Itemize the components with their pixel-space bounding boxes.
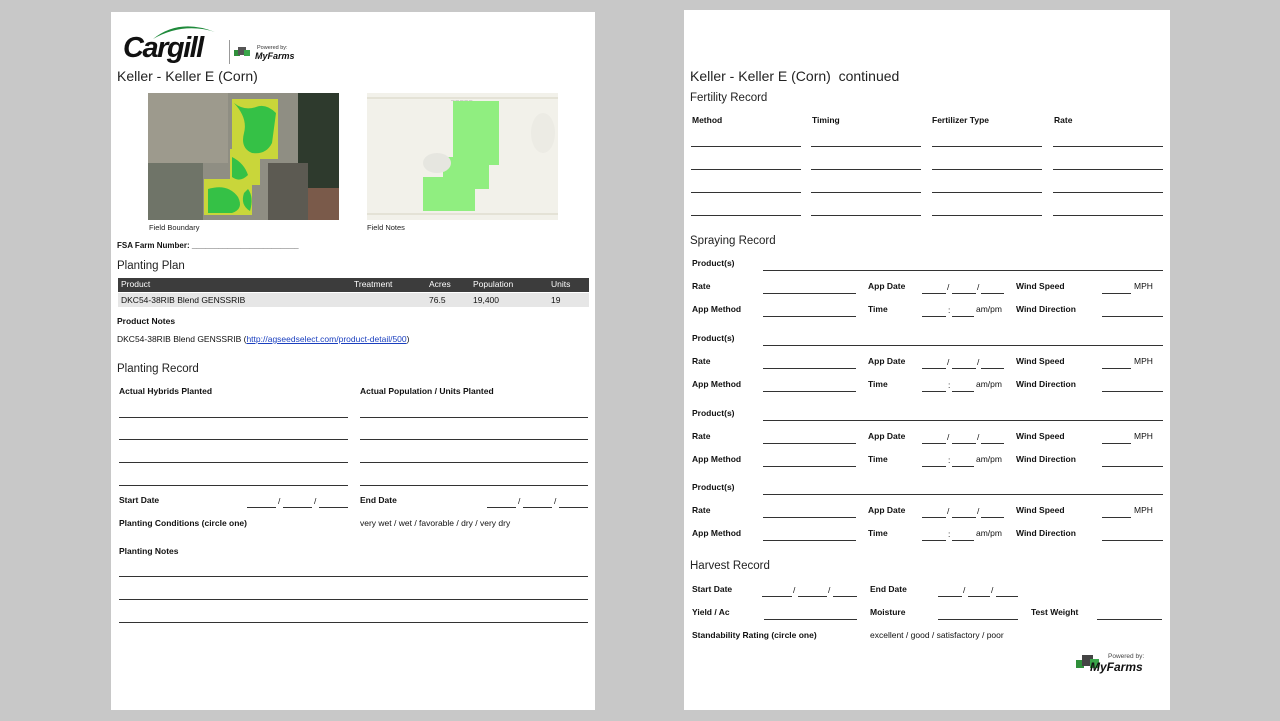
spray-3-rate-field[interactable] [763, 443, 856, 444]
hybrids-line-3[interactable] [119, 462, 348, 463]
product-detail-link[interactable]: http://agseedselect.com/product-detail/500 [246, 334, 407, 344]
spray-4-rate-field[interactable] [763, 517, 856, 518]
product-notes-heading: Product Notes [117, 316, 176, 326]
page-2-title: Keller - Keller E (Corn) continued [690, 68, 900, 84]
spray-2-time-hour[interactable] [922, 391, 946, 392]
spray-2-products-label: Product(s) [692, 333, 735, 343]
spray-1-wind-direction-field[interactable] [1102, 316, 1163, 317]
spray-4-app-method-label: App Method [692, 528, 742, 538]
page-2: Keller - Keller E (Corn) continued Fertility Record Method Timing Fertilizer Type Rate Spraying Record Product(s) Rate App Date / / Wind Speed MPH App Method Time : am/pm Wind Direction Product(s) Rate App Date / / Wind Speed MPH App Method Time : am/pm Wind Direction Product(s) Rate App Date / / Wind Speed MPH App Method Time : am/pm Wind Direction Product(s) Rate App Date / / Wind Speed MPH App Method Time : am/pm Wind Direction Harvest Record Start Date / / End Date / / Yield / Ac Moisture Test Weight Standability Rating (circle one) excellent / good / satisfactory / poor Powered by: MyFarms [684, 10, 1170, 710]
map1-caption: Field Boundary [149, 223, 200, 232]
hybrids-line-4[interactable] [119, 485, 348, 486]
spray-4-products-label: Product(s) [692, 482, 735, 492]
separator: / [977, 432, 980, 442]
table-row [118, 293, 589, 307]
spray-1-ampm-label: am/pm [976, 304, 1002, 314]
spray-3-app-date-day[interactable] [952, 443, 976, 444]
spray-1-wind-speed-field[interactable] [1102, 293, 1131, 294]
fertility-line-r3-c1[interactable] [691, 192, 801, 193]
fertility-col-method: Method [692, 115, 723, 125]
separator: : [948, 529, 951, 539]
spray-2-app-date-year[interactable] [981, 368, 1004, 369]
test-weight-label: Test Weight [1031, 607, 1079, 617]
population-line-1[interactable] [360, 417, 588, 418]
separator: : [948, 380, 951, 390]
population-planted-label: Actual Population / Units Planted [360, 386, 494, 396]
spray-4-ampm-label: am/pm [976, 528, 1002, 538]
map2-caption: Field Notes [367, 223, 405, 232]
standability-label: Standability Rating (circle one) [692, 630, 817, 640]
spray-1-products-field[interactable] [763, 270, 1163, 271]
planting-conditions-label: Planting Conditions (circle one) [119, 518, 247, 528]
spray-3-mph-label: MPH [1134, 431, 1153, 441]
separator: / [977, 357, 980, 367]
plan-header-population: Population [473, 279, 514, 289]
spray-2-app-date-day[interactable] [952, 368, 976, 369]
population-line-2[interactable] [360, 439, 588, 440]
spray-3-app-date-year[interactable] [981, 443, 1004, 444]
planting-notes-line-3[interactable] [119, 622, 588, 623]
spray-1-wind-direction-label: Wind Direction [1016, 304, 1076, 314]
separator: / [977, 282, 980, 292]
planting-conditions-options[interactable]: very wet / wet / favorable / dry / very dry [360, 518, 511, 528]
test-weight-field[interactable] [1097, 619, 1162, 620]
harvest-record-heading: Harvest Record [690, 560, 770, 572]
spray-2-rate-field[interactable] [763, 368, 856, 369]
spray-1-time-label: Time [868, 304, 888, 314]
fertility-line-r1-c1[interactable] [691, 146, 801, 147]
fertility-line-r4-c1[interactable] [691, 215, 801, 216]
spraying-record-heading: Spraying Record [690, 235, 776, 247]
spray-3-products-field[interactable] [763, 420, 1163, 421]
spray-1-app-method-label: App Method [692, 304, 742, 314]
spray-4-app-date-label: App Date [868, 505, 906, 515]
spray-2-wind-speed-label: Wind Speed [1016, 356, 1065, 366]
spray-2-ampm-label: am/pm [976, 379, 1002, 389]
harvest-start-year[interactable] [833, 596, 857, 597]
fertility-line-r2-c1[interactable] [691, 169, 801, 170]
harvest-start-month[interactable] [762, 596, 792, 597]
end-date-day[interactable] [523, 507, 552, 508]
fertility-record-heading: Fertility Record [690, 92, 768, 104]
separator: : [948, 455, 951, 465]
start-date-month[interactable] [247, 507, 276, 508]
field-boundary-map[interactable] [148, 93, 339, 220]
yield-label: Yield / Ac [692, 607, 730, 617]
start-date-day[interactable] [283, 507, 312, 508]
fertility-col-rate: Rate [1054, 115, 1073, 125]
spray-3-app-method-field[interactable] [763, 466, 856, 467]
spray-3-ampm-label: am/pm [976, 454, 1002, 464]
planting-notes-line-1[interactable] [119, 576, 588, 577]
powered-by-text: Powered by: [257, 45, 288, 51]
start-date-year[interactable] [319, 507, 348, 508]
spray-4-wind-speed-label: Wind Speed [1016, 505, 1065, 515]
spray-2-wind-direction-field[interactable] [1102, 391, 1163, 392]
page-title: Keller - Keller E (Corn) [117, 68, 258, 84]
fertility-line-r2-c3[interactable] [932, 169, 1042, 170]
moisture-field[interactable] [938, 619, 1018, 620]
svg-text:— — — — —: — — — — — [451, 98, 473, 102]
harvest-end-date-label: End Date [870, 584, 907, 594]
fertility-line-r2-c2[interactable] [811, 169, 921, 170]
spray-2-app-method-field[interactable] [763, 391, 856, 392]
spray-4-time-label: Time [868, 528, 888, 538]
spray-2-time-minute[interactable] [952, 391, 974, 392]
spray-2-app-method-label: App Method [692, 379, 742, 389]
harvest-end-day[interactable] [968, 596, 990, 597]
end-date-label: End Date [360, 495, 397, 505]
fertility-line-r1-c4[interactable] [1053, 146, 1163, 147]
plan-cell-product: DKC54-38RIB Blend GENSSRIB [121, 295, 246, 305]
separator: / [977, 506, 980, 516]
spray-4-time-hour[interactable] [922, 540, 946, 541]
spray-4-app-date-month[interactable] [922, 517, 946, 518]
spray-1-rate-field[interactable] [763, 293, 856, 294]
myfarms-logo-icon [233, 44, 253, 58]
plan-header-acres: Acres [429, 279, 451, 289]
fertility-col-fertilizer-type: Fertilizer Type [932, 115, 989, 125]
plan-header-units: Units [551, 279, 571, 289]
spray-1-app-method-field[interactable] [763, 316, 856, 317]
spray-4-app-date-year[interactable] [981, 517, 1004, 518]
separator: / [947, 506, 950, 516]
spray-1-rate-label: Rate [692, 281, 711, 291]
spray-4-products-field[interactable] [763, 494, 1163, 495]
fertility-line-r4-c2[interactable] [811, 215, 921, 216]
planting-plan-heading: Planting Plan [117, 260, 185, 272]
footer-powered-by: Powered by: [1108, 653, 1145, 660]
spray-1-app-date-day[interactable] [952, 293, 976, 294]
spray-3-wind-speed-label: Wind Speed [1016, 431, 1065, 441]
spray-3-app-method-label: App Method [692, 454, 742, 464]
spray-4-app-method-field[interactable] [763, 540, 856, 541]
spray-2-time-label: Time [868, 379, 888, 389]
planting-record-heading: Planting Record [117, 363, 199, 375]
separator: : [948, 305, 951, 315]
fertility-line-r4-c3[interactable] [932, 215, 1042, 216]
separator: / [947, 282, 950, 292]
plan-cell-population: 19,400 [473, 295, 499, 305]
spray-4-wind-direction-label: Wind Direction [1016, 528, 1076, 538]
hybrids-planted-label: Actual Hybrids Planted [119, 386, 213, 396]
end-date-month[interactable] [487, 507, 516, 508]
fertility-line-r3-c4[interactable] [1053, 192, 1163, 193]
planting-notes-label: Planting Notes [119, 546, 179, 556]
plan-header-product: Product [121, 279, 151, 289]
spray-1-app-date-label: App Date [868, 281, 906, 291]
start-date-label: Start Date [119, 495, 160, 505]
cargill-logo-text: Cargill [123, 32, 203, 64]
hybrids-line-1[interactable] [119, 417, 348, 418]
spray-3-time-label: Time [868, 454, 888, 464]
spray-1-app-date-year[interactable] [981, 293, 1004, 294]
spray-3-wind-speed-field[interactable] [1102, 443, 1131, 444]
spray-3-wind-direction-field[interactable] [1102, 466, 1163, 467]
separator: / [947, 432, 950, 442]
spray-3-time-hour[interactable] [922, 466, 946, 467]
spray-2-rate-label: Rate [692, 356, 711, 366]
spray-2-wind-speed-field[interactable] [1102, 368, 1131, 369]
population-line-3[interactable] [360, 462, 588, 463]
spray-4-mph-label: MPH [1134, 505, 1153, 515]
plan-cell-acres: 76.5 [429, 295, 446, 305]
footer-myfarms-text: MyFarms [1090, 660, 1143, 674]
product-notes-close: ) [406, 334, 410, 344]
spray-2-app-date-label: App Date [868, 356, 906, 366]
harvest-start-day[interactable] [798, 596, 827, 597]
spray-1-wind-speed-label: Wind Speed [1016, 281, 1065, 291]
separator: / [947, 357, 950, 367]
fertility-line-r2-c4[interactable] [1053, 169, 1163, 170]
spray-2-app-date-month[interactable] [922, 368, 946, 369]
plan-table-header [118, 278, 589, 292]
spray-2-mph-label: MPH [1134, 356, 1153, 366]
spray-4-app-date-day[interactable] [952, 517, 976, 518]
spray-3-rate-label: Rate [692, 431, 711, 441]
harvest-start-date-label: Start Date [692, 584, 733, 594]
yield-field[interactable] [764, 619, 857, 620]
product-notes-product: DKC54-38RIB Blend GENSSRIB ( [117, 334, 247, 344]
fertility-line-r1-c2[interactable] [811, 146, 921, 147]
myfarms-text: MyFarms [255, 51, 295, 61]
spray-3-time-minute[interactable] [952, 466, 974, 467]
hybrids-line-2[interactable] [119, 439, 348, 440]
fertility-line-r1-c3[interactable] [932, 146, 1042, 147]
spray-1-time-hour[interactable] [922, 316, 946, 317]
fertility-col-timing: Timing [812, 115, 840, 125]
fertility-line-r3-c2[interactable] [811, 192, 921, 193]
moisture-label: Moisture [870, 607, 906, 617]
spray-3-app-date-month[interactable] [922, 443, 946, 444]
field-notes-map[interactable] [367, 93, 558, 220]
end-date-year[interactable] [559, 507, 588, 508]
fsa-farm-number-label: FSA Farm Number: ________________________ [117, 241, 299, 250]
spray-1-mph-label: MPH [1134, 281, 1153, 291]
spray-1-products-label: Product(s) [692, 258, 735, 268]
spray-2-products-field[interactable] [763, 345, 1163, 346]
spray-1-app-date-month[interactable] [922, 293, 946, 294]
fertility-line-r3-c3[interactable] [932, 192, 1042, 193]
spray-4-wind-direction-field[interactable] [1102, 540, 1163, 541]
harvest-end-month[interactable] [938, 596, 962, 597]
plan-header-treatment: Treatment [354, 279, 393, 289]
spray-4-wind-speed-field[interactable] [1102, 517, 1131, 518]
spray-3-products-label: Product(s) [692, 408, 735, 418]
spray-1-time-minute[interactable] [952, 316, 974, 317]
harvest-end-year[interactable] [996, 596, 1018, 597]
spray-3-wind-direction-label: Wind Direction [1016, 454, 1076, 464]
page-1: Cargill Powered by: MyFarms Keller - Keller E (Corn) Field Boundary — — — — — Field Notes FSA Farm Number: ________________________ Planting Plan Product Treatment Acres Population Units DKC54-38RIB Blend GENSSRIB 76.5 19,400 19 Product Notes DKC54-38RIB Blend GENSSRIB (http://agseedselect.com/product-detail/500) Planting Record Actual Hybrids Planted Actual Population / Units Planted Start Date / / End Date / / Planting Conditions (circle one) very wet / wet / favorable / dry / very dry Planting Notes [111, 12, 595, 710]
product-notes-text [117, 334, 409, 344]
fertility-line-r4-c4[interactable] [1053, 215, 1163, 216]
population-line-4[interactable] [360, 485, 588, 486]
spray-4-rate-label: Rate [692, 505, 711, 515]
spray-2-wind-direction-label: Wind Direction [1016, 379, 1076, 389]
spray-4-time-minute[interactable] [952, 540, 974, 541]
standability-options[interactable]: excellent / good / satisfactory / poor [870, 630, 1004, 640]
spray-3-app-date-label: App Date [868, 431, 906, 441]
planting-notes-line-2[interactable] [119, 599, 588, 600]
plan-cell-units: 19 [551, 295, 561, 305]
